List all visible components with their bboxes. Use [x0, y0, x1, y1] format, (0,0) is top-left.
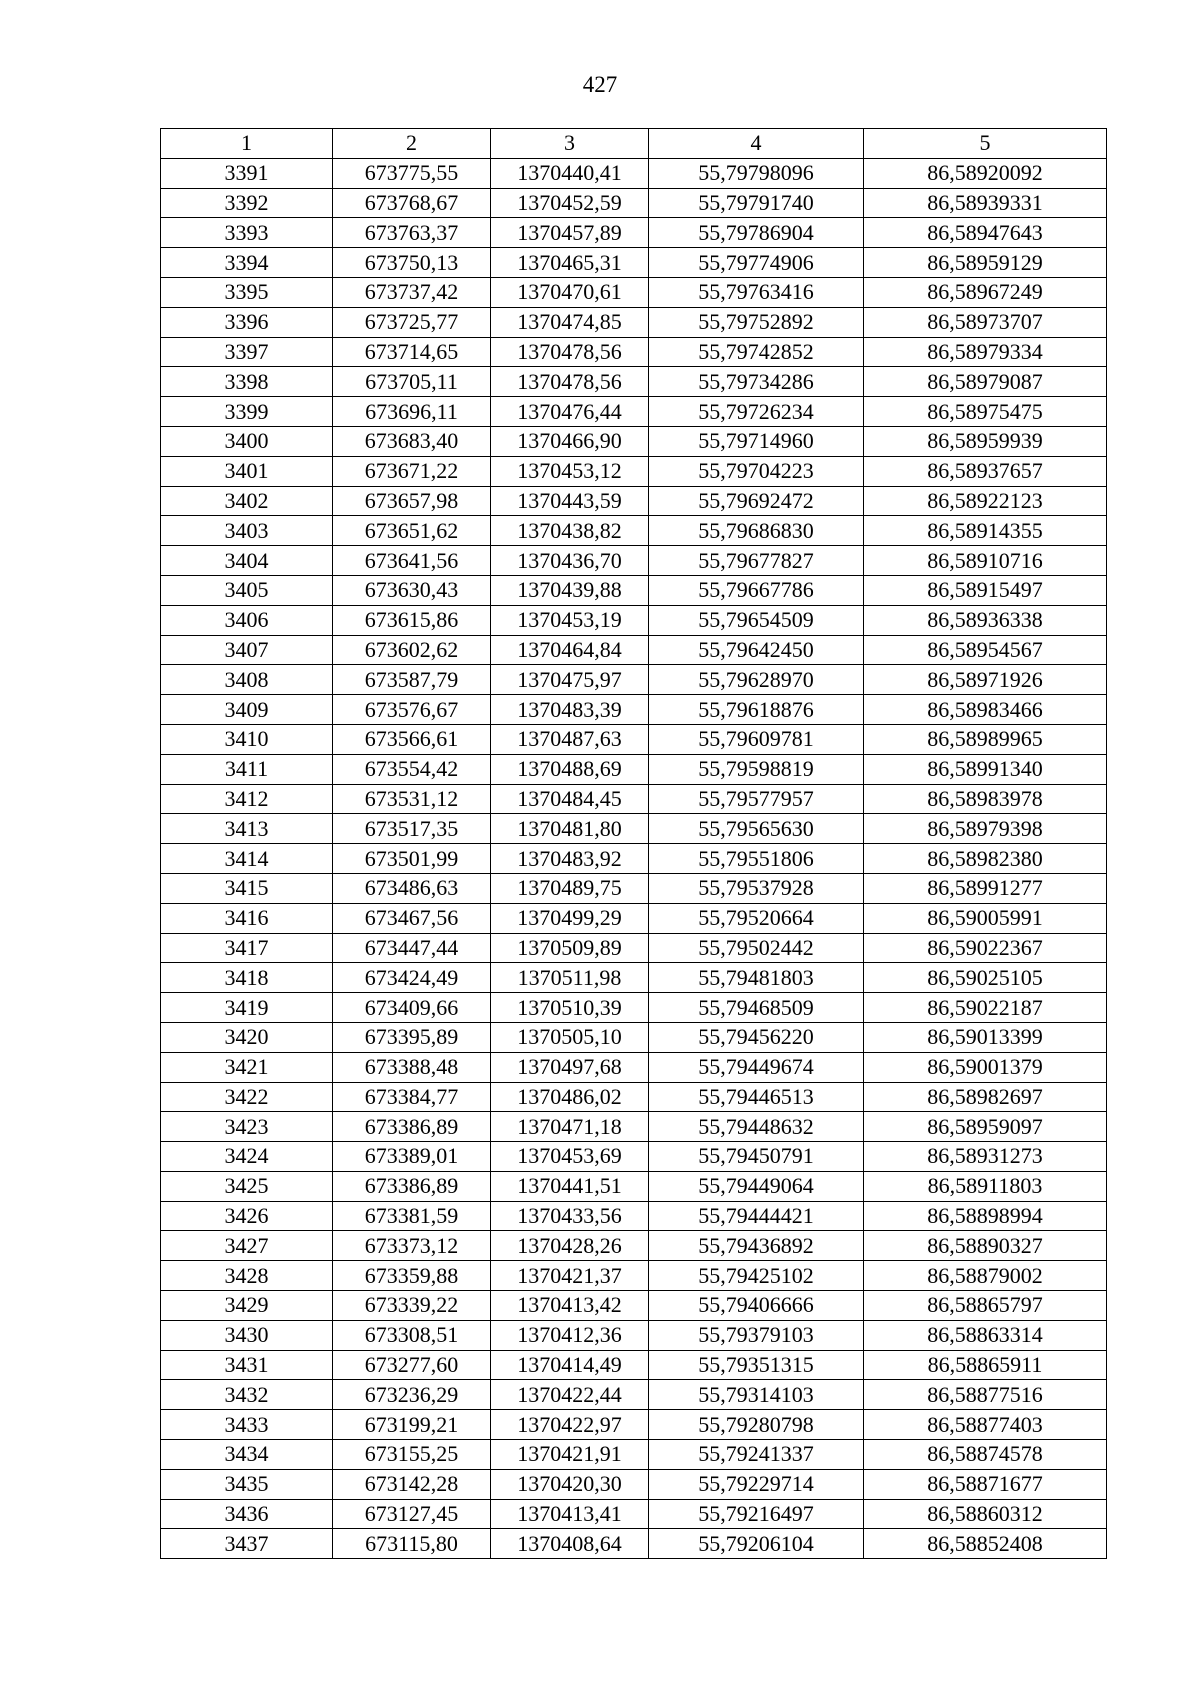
table-cell-col-4: 55,79537928 — [649, 873, 864, 903]
table-row — [161, 695, 1107, 725]
table-cell-col-1: 3396 — [161, 307, 333, 337]
table-cell-col-4: 55,79654509 — [649, 605, 864, 635]
table-cell-col-2: 673395,89 — [333, 1022, 491, 1052]
table-row — [161, 1022, 1107, 1052]
table-cell-col-2: 673199,21 — [333, 1410, 491, 1440]
table-cell-col-1: 3417 — [161, 933, 333, 963]
table-row — [161, 456, 1107, 486]
table-cell-col-4: 55,79241337 — [649, 1440, 864, 1470]
table-cell-col-1: 3405 — [161, 575, 333, 605]
table-cell-col-1: 3422 — [161, 1082, 333, 1112]
table-cell-col-3: 1370511,98 — [491, 963, 649, 993]
table-row — [161, 1112, 1107, 1142]
table-cell-col-5: 86,58979087 — [864, 367, 1107, 397]
table-cell-col-5: 86,58979334 — [864, 337, 1107, 367]
table-cell-col-5: 86,58877516 — [864, 1380, 1107, 1410]
table-cell-col-5: 86,58890327 — [864, 1231, 1107, 1261]
table-cell-col-2: 673768,67 — [333, 188, 491, 218]
table-cell-col-5: 86,58954567 — [864, 635, 1107, 665]
table-cell-col-5: 86,59025105 — [864, 963, 1107, 993]
table-cell-col-4: 55,79791740 — [649, 188, 864, 218]
table-cell-col-1: 3426 — [161, 1201, 333, 1231]
table-cell-col-1: 3399 — [161, 397, 333, 427]
table-cell-col-2: 673696,11 — [333, 397, 491, 427]
table-cell-col-4: 55,79481803 — [649, 963, 864, 993]
table-cell-col-5: 86,58991340 — [864, 754, 1107, 784]
table-cell-col-4: 55,79742852 — [649, 337, 864, 367]
table-cell-col-2: 673386,89 — [333, 1112, 491, 1142]
table-cell-col-2: 673651,62 — [333, 516, 491, 546]
header-row — [161, 129, 1107, 159]
table-cell-col-3: 1370440,41 — [491, 158, 649, 188]
table-cell-col-1: 3409 — [161, 695, 333, 725]
table-cell-col-4: 55,79628970 — [649, 665, 864, 695]
table-row — [161, 784, 1107, 814]
table-cell-col-1: 3427 — [161, 1231, 333, 1261]
table-cell-col-4: 55,79425102 — [649, 1261, 864, 1291]
table-cell-col-5: 86,58959129 — [864, 248, 1107, 278]
table-cell-col-3: 1370465,31 — [491, 248, 649, 278]
table-row — [161, 1499, 1107, 1529]
table-cell-col-5: 86,59013399 — [864, 1022, 1107, 1052]
table-row — [161, 665, 1107, 695]
table-cell-col-2: 673424,49 — [333, 963, 491, 993]
table-cell-col-5: 86,58871677 — [864, 1469, 1107, 1499]
table-cell-col-4: 55,79444421 — [649, 1201, 864, 1231]
table-cell-col-3: 1370478,56 — [491, 337, 649, 367]
table-cell-col-4: 55,79618876 — [649, 695, 864, 725]
table-row — [161, 933, 1107, 963]
table-cell-col-2: 673641,56 — [333, 546, 491, 576]
table-row — [161, 337, 1107, 367]
table-row — [161, 218, 1107, 248]
table-cell-col-3: 1370476,44 — [491, 397, 649, 427]
table-row — [161, 546, 1107, 576]
table-cell-col-5: 86,58852408 — [864, 1529, 1107, 1559]
table-header — [161, 129, 1107, 159]
table-cell-col-2: 673602,62 — [333, 635, 491, 665]
table-cell-col-5: 86,58959097 — [864, 1112, 1107, 1142]
table-cell-col-3: 1370505,10 — [491, 1022, 649, 1052]
table-cell-col-1: 3429 — [161, 1291, 333, 1321]
table-cell-col-4: 55,79502442 — [649, 933, 864, 963]
table-cell-col-3: 1370471,18 — [491, 1112, 649, 1142]
table-cell-col-4: 55,79726234 — [649, 397, 864, 427]
table-cell-col-4: 55,79446513 — [649, 1082, 864, 1112]
table-cell-col-3: 1370466,90 — [491, 426, 649, 456]
table-cell-col-3: 1370414,49 — [491, 1350, 649, 1380]
table-cell-col-3: 1370408,64 — [491, 1529, 649, 1559]
table-cell-col-4: 55,79686830 — [649, 516, 864, 546]
table-cell-col-3: 1370484,45 — [491, 784, 649, 814]
table-cell-col-5: 86,58879002 — [864, 1261, 1107, 1291]
table-cell-col-5: 86,58920092 — [864, 158, 1107, 188]
table-cell-col-2: 673657,98 — [333, 486, 491, 516]
table-cell-col-2: 673517,35 — [333, 814, 491, 844]
table-cell-col-1: 3432 — [161, 1380, 333, 1410]
table-cell-col-4: 55,79714960 — [649, 426, 864, 456]
header-cell-col-3: 3 — [491, 129, 649, 159]
table-cell-col-1: 3395 — [161, 277, 333, 307]
table-cell-col-3: 1370452,59 — [491, 188, 649, 218]
table-cell-col-2: 673587,79 — [333, 665, 491, 695]
table-cell-col-3: 1370436,70 — [491, 546, 649, 576]
table-cell-col-1: 3416 — [161, 903, 333, 933]
table-cell-col-1: 3413 — [161, 814, 333, 844]
table-cell-col-3: 1370443,59 — [491, 486, 649, 516]
table-cell-col-1: 3408 — [161, 665, 333, 695]
table-cell-col-3: 1370481,80 — [491, 814, 649, 844]
table-cell-col-4: 55,79774906 — [649, 248, 864, 278]
table-cell-col-1: 3391 — [161, 158, 333, 188]
table-cell-col-4: 55,79609781 — [649, 724, 864, 754]
table-cell-col-4: 55,79598819 — [649, 754, 864, 784]
table-cell-col-5: 86,58939331 — [864, 188, 1107, 218]
table-cell-col-4: 55,79449064 — [649, 1171, 864, 1201]
table-row — [161, 1410, 1107, 1440]
table-row — [161, 575, 1107, 605]
table-cell-col-1: 3404 — [161, 546, 333, 576]
table-row — [161, 635, 1107, 665]
table-cell-col-2: 673501,99 — [333, 844, 491, 874]
table-cell-col-2: 673467,56 — [333, 903, 491, 933]
table-cell-col-3: 1370438,82 — [491, 516, 649, 546]
table-cell-col-4: 55,79752892 — [649, 307, 864, 337]
header-cell-col-1: 1 — [161, 129, 333, 159]
table-cell-col-2: 673705,11 — [333, 367, 491, 397]
table-cell-col-1: 3403 — [161, 516, 333, 546]
table-row — [161, 1529, 1107, 1559]
table-cell-col-1: 3398 — [161, 367, 333, 397]
table-cell-col-3: 1370475,97 — [491, 665, 649, 695]
table-row — [161, 1380, 1107, 1410]
table-row — [161, 814, 1107, 844]
table-row — [161, 1320, 1107, 1350]
table-cell-col-3: 1370457,89 — [491, 218, 649, 248]
table-cell-col-5: 86,58983466 — [864, 695, 1107, 725]
table-row — [161, 486, 1107, 516]
table-cell-col-1: 3410 — [161, 724, 333, 754]
table-cell-col-5: 86,58865911 — [864, 1350, 1107, 1380]
table-cell-col-1: 3431 — [161, 1350, 333, 1380]
table-row — [161, 1231, 1107, 1261]
table-row — [161, 397, 1107, 427]
table-cell-col-2: 673447,44 — [333, 933, 491, 963]
table-cell-col-1: 3428 — [161, 1261, 333, 1291]
table-cell-col-4: 55,79565630 — [649, 814, 864, 844]
table-cell-col-2: 673384,77 — [333, 1082, 491, 1112]
table-row — [161, 1350, 1107, 1380]
table-row — [161, 754, 1107, 784]
table-cell-col-2: 673386,89 — [333, 1171, 491, 1201]
table-cell-col-5: 86,58947643 — [864, 218, 1107, 248]
table-row — [161, 873, 1107, 903]
table-cell-col-2: 673683,40 — [333, 426, 491, 456]
table-cell-col-3: 1370428,26 — [491, 1231, 649, 1261]
table-cell-col-5: 86,58922123 — [864, 486, 1107, 516]
table-cell-col-3: 1370478,56 — [491, 367, 649, 397]
table-cell-col-3: 1370486,02 — [491, 1082, 649, 1112]
table-cell-col-3: 1370483,92 — [491, 844, 649, 874]
table-cell-col-3: 1370483,39 — [491, 695, 649, 725]
table-cell-col-4: 55,79642450 — [649, 635, 864, 665]
table-cell-col-3: 1370433,56 — [491, 1201, 649, 1231]
table-cell-col-1: 3392 — [161, 188, 333, 218]
table-cell-col-2: 673486,63 — [333, 873, 491, 903]
table-cell-col-3: 1370453,19 — [491, 605, 649, 635]
table-cell-col-2: 673339,22 — [333, 1291, 491, 1321]
table-cell-col-2: 673277,60 — [333, 1350, 491, 1380]
table-cell-col-3: 1370489,75 — [491, 873, 649, 903]
table-cell-col-4: 55,79448632 — [649, 1112, 864, 1142]
table-row — [161, 277, 1107, 307]
table-cell-col-2: 673388,48 — [333, 1052, 491, 1082]
table-cell-col-5: 86,58931273 — [864, 1142, 1107, 1172]
header-cell-col-4: 4 — [649, 129, 864, 159]
table-cell-col-1: 3419 — [161, 993, 333, 1023]
table-cell-col-5: 86,58863314 — [864, 1320, 1107, 1350]
table-cell-col-4: 55,79379103 — [649, 1320, 864, 1350]
table-cell-col-5: 86,58914355 — [864, 516, 1107, 546]
table-cell-col-3: 1370421,37 — [491, 1261, 649, 1291]
table-cell-col-2: 673566,61 — [333, 724, 491, 754]
table-row — [161, 307, 1107, 337]
table-cell-col-5: 86,58910716 — [864, 546, 1107, 576]
table-cell-col-3: 1370421,91 — [491, 1440, 649, 1470]
table-cell-col-2: 673373,12 — [333, 1231, 491, 1261]
table-cell-col-4: 55,79468509 — [649, 993, 864, 1023]
table-cell-col-1: 3406 — [161, 605, 333, 635]
table-row — [161, 158, 1107, 188]
table-cell-col-5: 86,58937657 — [864, 456, 1107, 486]
table-cell-col-5: 86,58967249 — [864, 277, 1107, 307]
table-cell-col-1: 3393 — [161, 218, 333, 248]
table-row — [161, 963, 1107, 993]
table-cell-col-5: 86,58979398 — [864, 814, 1107, 844]
table-cell-col-1: 3418 — [161, 963, 333, 993]
table-row — [161, 248, 1107, 278]
table-cell-col-1: 3437 — [161, 1529, 333, 1559]
table-cell-col-5: 86,59022367 — [864, 933, 1107, 963]
table-cell-col-4: 55,79798096 — [649, 158, 864, 188]
table-cell-col-4: 55,79450791 — [649, 1142, 864, 1172]
table-cell-col-2: 673671,22 — [333, 456, 491, 486]
table-cell-col-4: 55,79692472 — [649, 486, 864, 516]
table-cell-col-4: 55,79667786 — [649, 575, 864, 605]
table-cell-col-2: 673576,67 — [333, 695, 491, 725]
table-cell-col-2: 673155,25 — [333, 1440, 491, 1470]
table-cell-col-4: 55,79763416 — [649, 277, 864, 307]
table-cell-col-3: 1370413,42 — [491, 1291, 649, 1321]
table-cell-col-1: 3412 — [161, 784, 333, 814]
table-cell-col-3: 1370464,84 — [491, 635, 649, 665]
table-cell-col-3: 1370420,30 — [491, 1469, 649, 1499]
table-cell-col-2: 673531,12 — [333, 784, 491, 814]
table-cell-col-1: 3424 — [161, 1142, 333, 1172]
table-cell-col-5: 86,58983978 — [864, 784, 1107, 814]
table-cell-col-2: 673115,80 — [333, 1529, 491, 1559]
table-cell-col-4: 55,79449674 — [649, 1052, 864, 1082]
table-cell-col-5: 86,58989965 — [864, 724, 1107, 754]
table-cell-col-3: 1370474,85 — [491, 307, 649, 337]
table-cell-col-5: 86,58898994 — [864, 1201, 1107, 1231]
table-cell-col-3: 1370453,12 — [491, 456, 649, 486]
table-cell-col-4: 55,79551806 — [649, 844, 864, 874]
table-row — [161, 993, 1107, 1023]
table-cell-col-1: 3407 — [161, 635, 333, 665]
table-row — [161, 1440, 1107, 1470]
table-cell-col-3: 1370412,36 — [491, 1320, 649, 1350]
table-cell-col-1: 3397 — [161, 337, 333, 367]
table-cell-col-2: 673725,77 — [333, 307, 491, 337]
header-cell-col-2: 2 — [333, 129, 491, 159]
table-cell-col-4: 55,79456220 — [649, 1022, 864, 1052]
table-cell-col-2: 673554,42 — [333, 754, 491, 784]
table-row — [161, 1171, 1107, 1201]
table-cell-col-3: 1370499,29 — [491, 903, 649, 933]
table-row — [161, 1052, 1107, 1082]
table-cell-col-5: 86,58991277 — [864, 873, 1107, 903]
table-cell-col-5: 86,58959939 — [864, 426, 1107, 456]
table-cell-col-2: 673409,66 — [333, 993, 491, 1023]
table-cell-col-3: 1370422,97 — [491, 1410, 649, 1440]
table-cell-col-5: 86,58936338 — [864, 605, 1107, 635]
table-cell-col-2: 673750,13 — [333, 248, 491, 278]
table-cell-col-2: 673737,42 — [333, 277, 491, 307]
table-cell-col-5: 86,59022187 — [864, 993, 1107, 1023]
table-cell-col-1: 3400 — [161, 426, 333, 456]
table-cell-col-1: 3394 — [161, 248, 333, 278]
table-cell-col-3: 1370441,51 — [491, 1171, 649, 1201]
table-row — [161, 188, 1107, 218]
table-cell-col-5: 86,58877403 — [864, 1410, 1107, 1440]
table-cell-col-1: 3420 — [161, 1022, 333, 1052]
table-row — [161, 1261, 1107, 1291]
table-row — [161, 1291, 1107, 1321]
table-cell-col-1: 3415 — [161, 873, 333, 903]
table-cell-col-1: 3421 — [161, 1052, 333, 1082]
table-cell-col-4: 55,79786904 — [649, 218, 864, 248]
table-cell-col-4: 55,79314103 — [649, 1380, 864, 1410]
table-cell-col-5: 86,58865797 — [864, 1291, 1107, 1321]
table-cell-col-4: 55,79280798 — [649, 1410, 864, 1440]
table-cell-col-2: 673630,43 — [333, 575, 491, 605]
table-cell-col-2: 673615,86 — [333, 605, 491, 635]
table-cell-col-2: 673381,59 — [333, 1201, 491, 1231]
table-cell-col-4: 55,79577957 — [649, 784, 864, 814]
table-row — [161, 844, 1107, 874]
table-cell-col-5: 86,58973707 — [864, 307, 1107, 337]
table-cell-col-5: 86,58971926 — [864, 665, 1107, 695]
header-cell-col-5: 5 — [864, 129, 1107, 159]
table-cell-col-4: 55,79216497 — [649, 1499, 864, 1529]
table-cell-col-3: 1370470,61 — [491, 277, 649, 307]
table-row — [161, 903, 1107, 933]
table-cell-col-1: 3414 — [161, 844, 333, 874]
table-cell-col-1: 3436 — [161, 1499, 333, 1529]
table-cell-col-5: 86,58874578 — [864, 1440, 1107, 1470]
table-cell-col-4: 55,79520664 — [649, 903, 864, 933]
table-cell-col-5: 86,58982697 — [864, 1082, 1107, 1112]
table-cell-col-5: 86,58915497 — [864, 575, 1107, 605]
coordinates-table — [160, 128, 1107, 1559]
table-cell-col-5: 86,58975475 — [864, 397, 1107, 427]
table-cell-col-2: 673775,55 — [333, 158, 491, 188]
table-cell-col-3: 1370439,88 — [491, 575, 649, 605]
table-cell-col-2: 673389,01 — [333, 1142, 491, 1172]
table-cell-col-4: 55,79351315 — [649, 1350, 864, 1380]
table-cell-col-5: 86,58982380 — [864, 844, 1107, 874]
table-cell-col-3: 1370510,39 — [491, 993, 649, 1023]
table-cell-col-5: 86,59005991 — [864, 903, 1107, 933]
page-number: 427 — [582, 72, 618, 97]
table-cell-col-2: 673127,45 — [333, 1499, 491, 1529]
table-cell-col-2: 673763,37 — [333, 218, 491, 248]
table-row — [161, 1469, 1107, 1499]
table-cell-col-1: 3434 — [161, 1440, 333, 1470]
table-cell-col-3: 1370413,41 — [491, 1499, 649, 1529]
table-cell-col-4: 55,79206104 — [649, 1529, 864, 1559]
table-cell-col-4: 55,79406666 — [649, 1291, 864, 1321]
table-row — [161, 367, 1107, 397]
table-cell-col-2: 673308,51 — [333, 1320, 491, 1350]
table-cell-col-2: 673142,28 — [333, 1469, 491, 1499]
table-row — [161, 605, 1107, 635]
table-cell-col-2: 673359,88 — [333, 1261, 491, 1291]
table-cell-col-1: 3423 — [161, 1112, 333, 1142]
table-cell-col-1: 3402 — [161, 486, 333, 516]
table-cell-col-1: 3411 — [161, 754, 333, 784]
table-cell-col-3: 1370497,68 — [491, 1052, 649, 1082]
table-cell-col-5: 86,58911803 — [864, 1171, 1107, 1201]
table-cell-col-3: 1370487,63 — [491, 724, 649, 754]
table-cell-col-5: 86,58860312 — [864, 1499, 1107, 1529]
table-cell-col-4: 55,79677827 — [649, 546, 864, 576]
table-cell-col-2: 673236,29 — [333, 1380, 491, 1410]
table-cell-col-4: 55,79436892 — [649, 1231, 864, 1261]
table-row — [161, 426, 1107, 456]
table-cell-col-1: 3401 — [161, 456, 333, 486]
table-cell-col-4: 55,79229714 — [649, 1469, 864, 1499]
table-body — [161, 158, 1107, 1558]
table-cell-col-4: 55,79704223 — [649, 456, 864, 486]
table-row — [161, 1201, 1107, 1231]
table-cell-col-3: 1370422,44 — [491, 1380, 649, 1410]
table-cell-col-1: 3430 — [161, 1320, 333, 1350]
table-row — [161, 724, 1107, 754]
table-row — [161, 516, 1107, 546]
table-cell-col-3: 1370453,69 — [491, 1142, 649, 1172]
table-cell-col-1: 3425 — [161, 1171, 333, 1201]
table-cell-col-1: 3435 — [161, 1469, 333, 1499]
table-row — [161, 1082, 1107, 1112]
table-cell-col-5: 86,59001379 — [864, 1052, 1107, 1082]
table-cell-col-2: 673714,65 — [333, 337, 491, 367]
table-cell-col-3: 1370509,89 — [491, 933, 649, 963]
table-cell-col-4: 55,79734286 — [649, 367, 864, 397]
table-cell-col-1: 3433 — [161, 1410, 333, 1440]
table-row — [161, 1142, 1107, 1172]
table-cell-col-3: 1370488,69 — [491, 754, 649, 784]
